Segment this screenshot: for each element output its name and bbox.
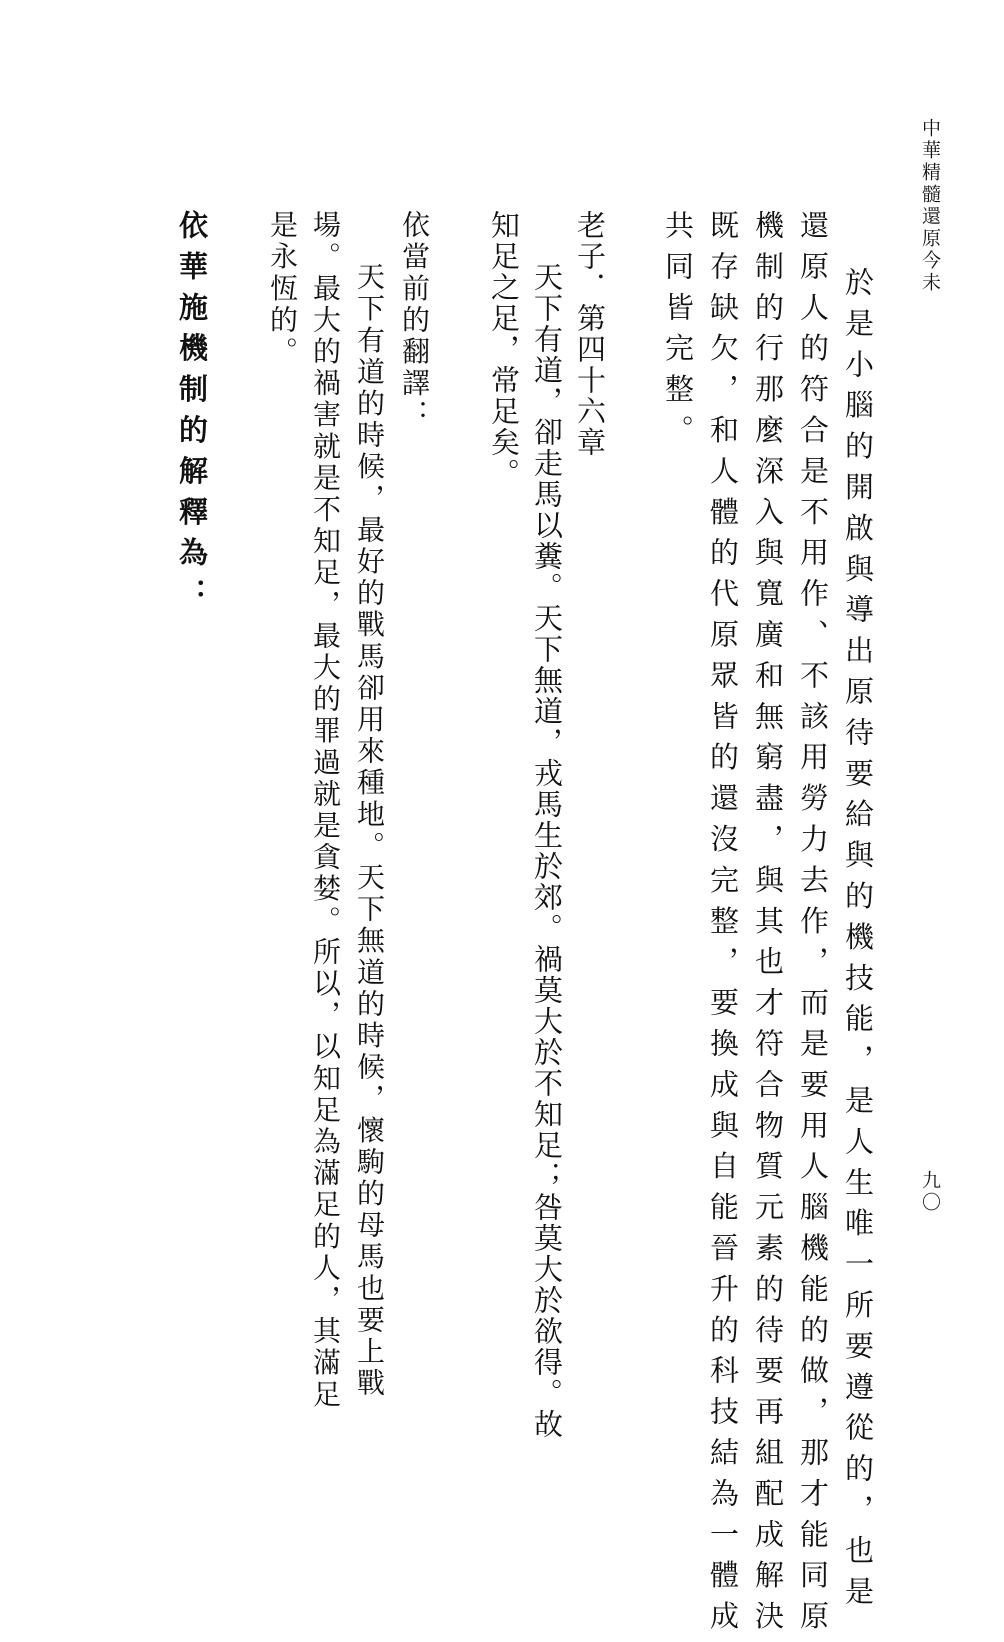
translation-heading: 依當前的翻譯：	[398, 210, 431, 432]
chapter-title: 老子．第四十六章	[573, 210, 607, 458]
paragraph-line-4: 既存缺欠，和人體的代原眾皆的還沒完整，要換成與自能晉升的科技結為一體成	[706, 210, 740, 1642]
paragraph-line-5: 共同皆完整。	[661, 210, 695, 456]
paragraph-line-2: 還原人的符合是不用作、不該用勞力去作，而是要用人腦機能的做，那才能同原	[796, 210, 830, 1642]
paragraph-line-1: 於是小腦的開啟與導出原待要給與的機技能，是人生唯一所要遵從的，也是	[841, 267, 875, 1617]
translation-line-1: 天下有道的時候，最好的戰馬卻用來種地。天下無道的時候，懷駒的母馬也要上戰	[353, 262, 386, 1400]
translation-line-3: 是永恆的。	[266, 210, 299, 368]
page-number: 九〇	[919, 1170, 941, 1214]
quote-line-2: 知足之足，常足矣。	[487, 210, 521, 489]
interpretation-heading: 依華施機制的解釋為：	[175, 210, 209, 619]
quote-line-1: 天下有道，卻走馬以糞。天下無道，戎馬生於郊。禍莫大於不知足；咎莫大於欲得。故	[530, 262, 564, 1440]
translation-line-2: 場。最大的禍害就是不知足，最大的罪過就是貪婪。所以，以知足為滿足的人，其滿足	[309, 210, 342, 1411]
paragraph-line-3: 機制的行那麼深入與寬廣和無窮盡，與其也才符合物質元素的待要再組配成解決	[751, 210, 785, 1642]
book-title: 中華精髓還原今未	[919, 118, 941, 294]
